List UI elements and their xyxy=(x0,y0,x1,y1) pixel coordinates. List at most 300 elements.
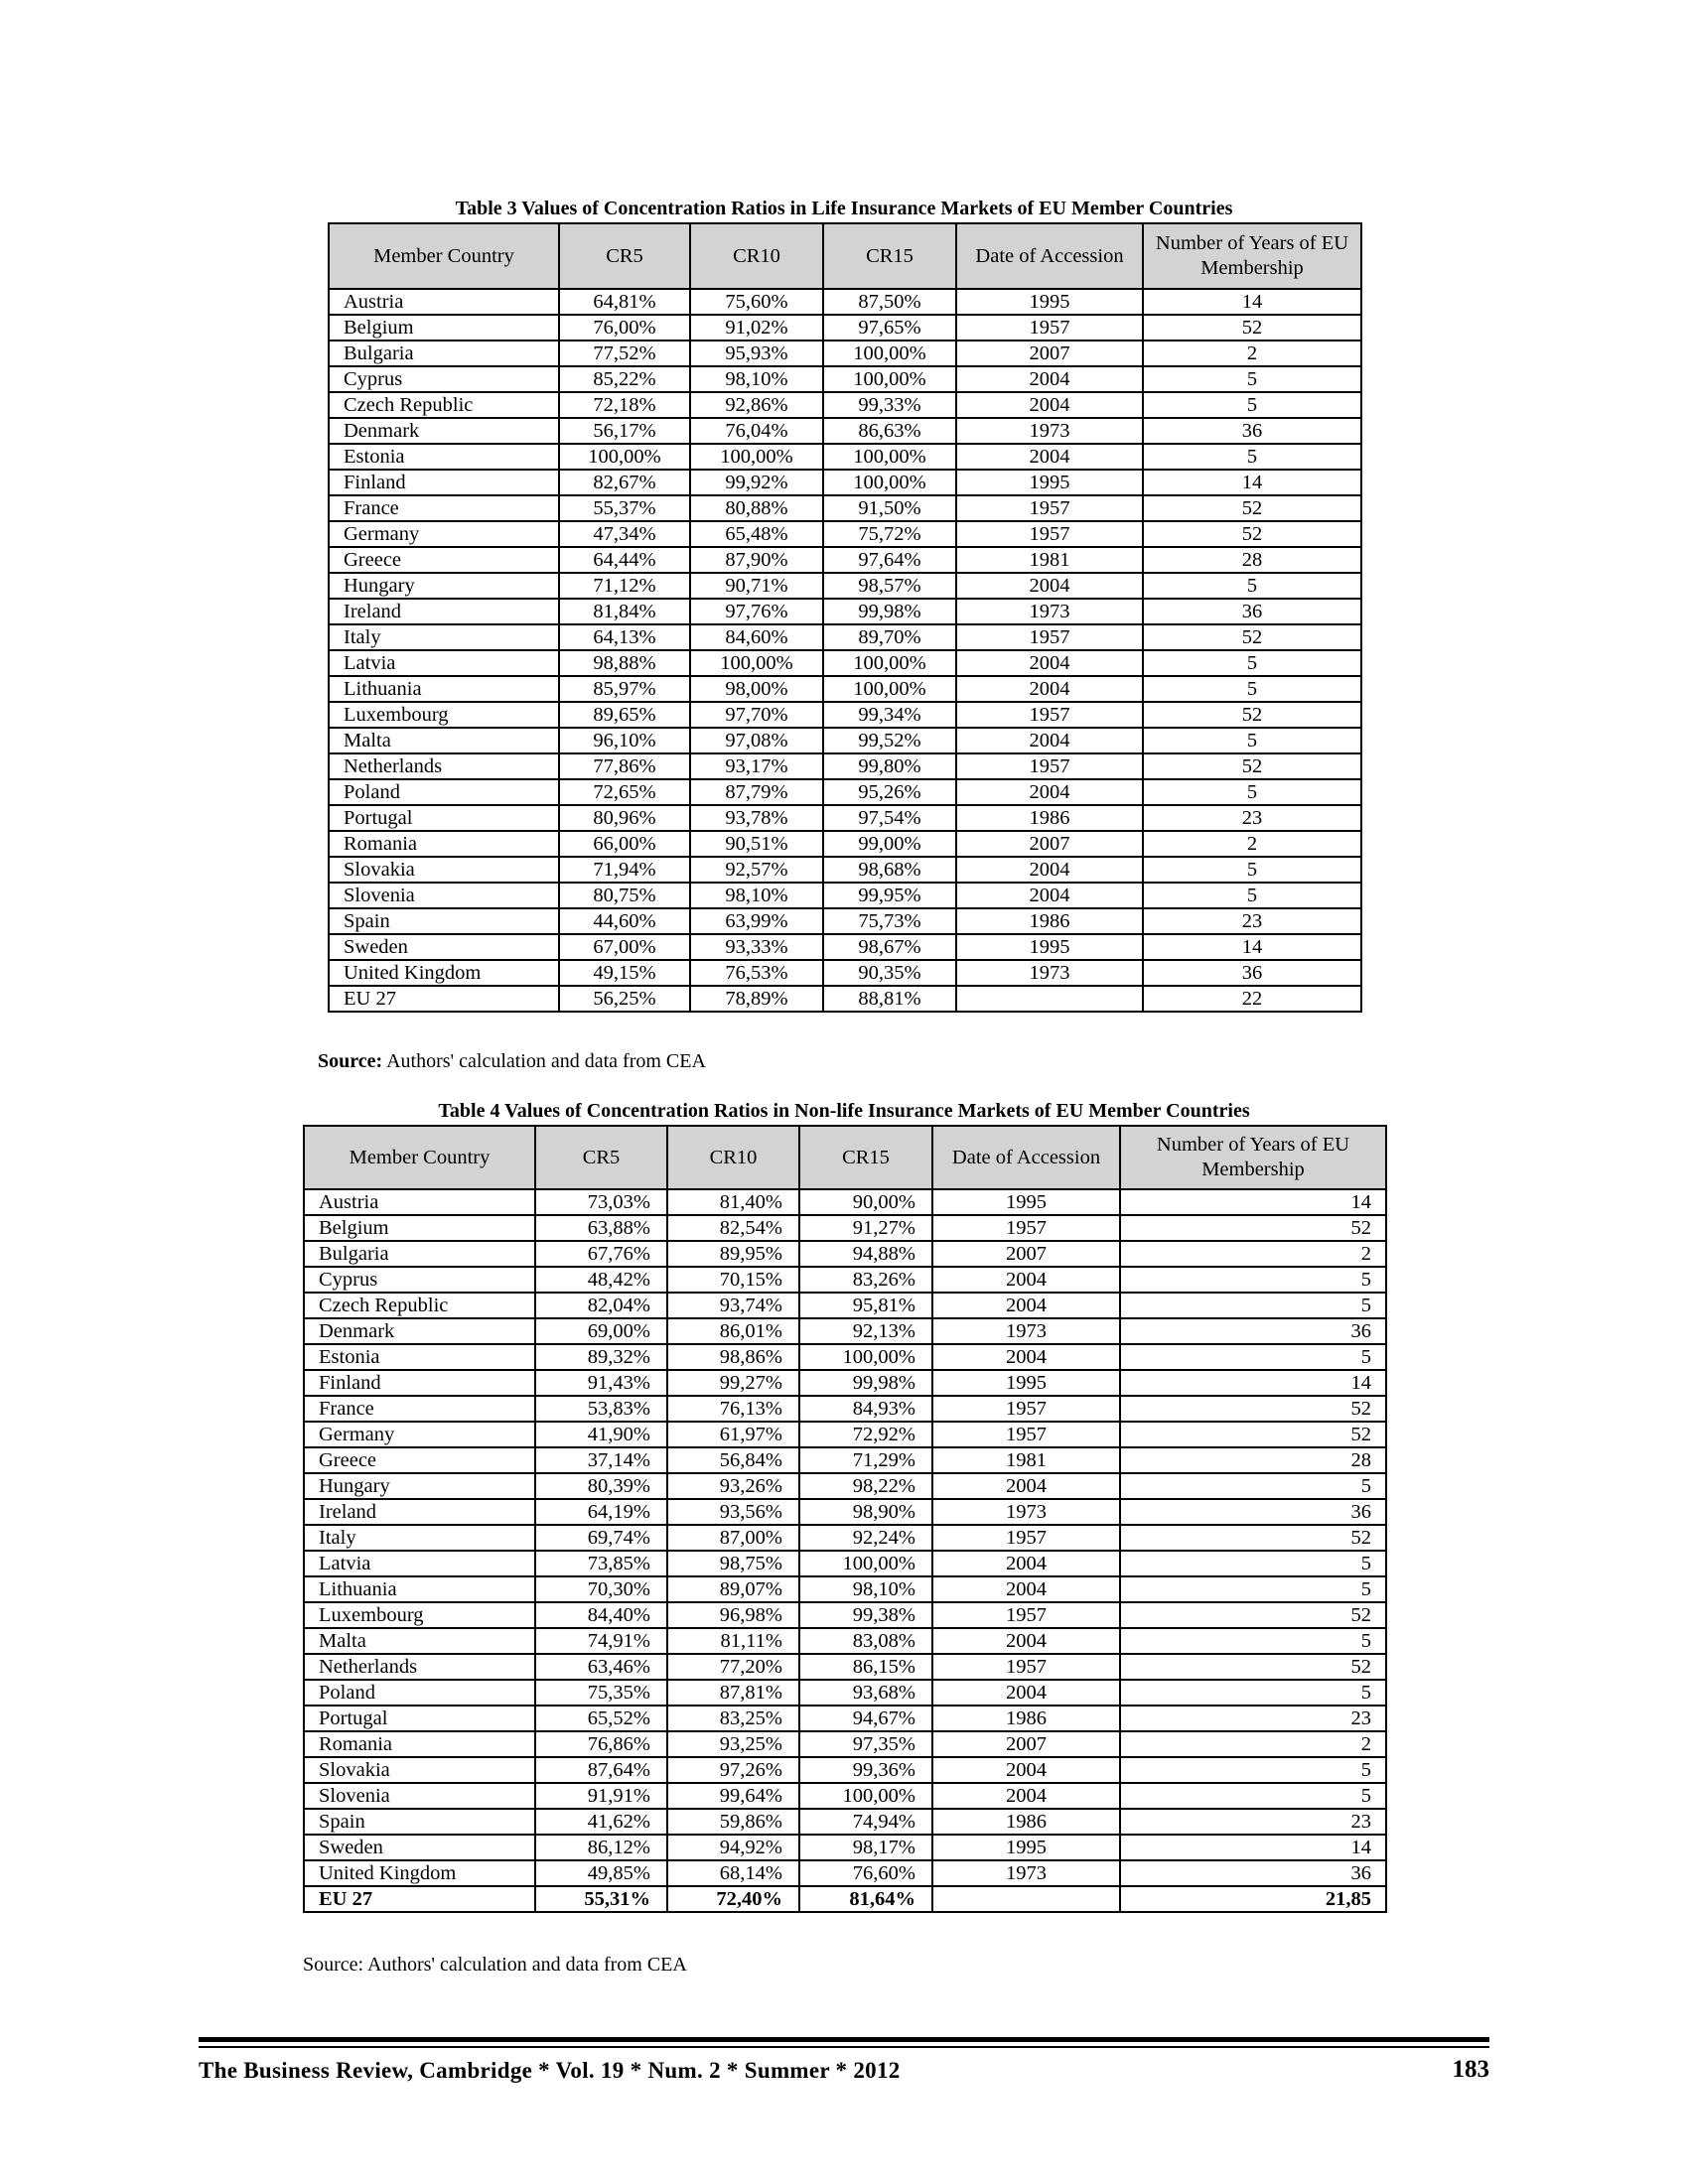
cell-years-membership: 5 xyxy=(1120,1628,1386,1654)
cell-cr10: 81,40% xyxy=(667,1189,799,1215)
cell-years-membership: 52 xyxy=(1143,495,1361,521)
cell-cr15: 90,00% xyxy=(799,1189,932,1215)
cell-cr5: 72,18% xyxy=(559,392,690,418)
table3-header-row xyxy=(329,223,1361,289)
table-row xyxy=(329,702,1361,728)
cell-cr15: 100,00% xyxy=(823,366,956,392)
table-row xyxy=(304,1396,1386,1422)
table-row xyxy=(329,599,1361,624)
cell-date-of-accession: 1957 xyxy=(932,1396,1120,1422)
cell-cr10: 98,00% xyxy=(690,676,823,702)
cell-cr5: 44,60% xyxy=(559,908,690,934)
cell-cr5: 73,85% xyxy=(535,1551,667,1576)
cell-member-country: Estonia xyxy=(329,444,559,470)
cell-cr5: 82,04% xyxy=(535,1293,667,1318)
cell-years-membership: 2 xyxy=(1120,1241,1386,1267)
cell-cr15: 99,36% xyxy=(799,1757,932,1783)
cell-member-country: Lithuania xyxy=(304,1576,535,1602)
cell-cr10: 95,93% xyxy=(690,341,823,366)
cell-years-membership: 5 xyxy=(1143,444,1361,470)
cell-cr15: 98,10% xyxy=(799,1576,932,1602)
cell-member-country: Portugal xyxy=(329,805,559,831)
cell-cr5: 86,12% xyxy=(535,1835,667,1860)
cell-cr5: 63,88% xyxy=(535,1215,667,1241)
col-header-cr15: CR15 xyxy=(823,223,956,289)
cell-member-country: Portugal xyxy=(304,1706,535,1731)
cell-member-country: France xyxy=(304,1396,535,1422)
cell-cr10: 86,01% xyxy=(667,1318,799,1344)
cell-member-country: Latvia xyxy=(329,650,559,676)
cell-member-country: Slovenia xyxy=(329,883,559,908)
cell-cr10: 93,17% xyxy=(690,753,823,779)
cell-years-membership: 36 xyxy=(1143,960,1361,986)
table-row xyxy=(304,1680,1386,1706)
cell-years-membership: 23 xyxy=(1120,1706,1386,1731)
journal-citation: The Business Review, Cambridge * Vol. 19 * Num. 2 * Summer * 2012 xyxy=(199,2058,901,2083)
table-row xyxy=(304,1783,1386,1809)
cell-member-country: Bulgaria xyxy=(329,341,559,366)
cell-member-country: Slovakia xyxy=(329,857,559,883)
cell-years-membership: 5 xyxy=(1120,1293,1386,1318)
cell-member-country: Netherlands xyxy=(304,1654,535,1680)
table4-header-row xyxy=(304,1126,1386,1189)
cell-years-membership: 52 xyxy=(1120,1654,1386,1680)
cell-date-of-accession: 1957 xyxy=(956,753,1143,779)
cell-cr10: 78,89% xyxy=(690,986,823,1012)
cell-cr10: 91,02% xyxy=(690,315,823,341)
cell-member-country: Austria xyxy=(304,1189,535,1215)
cell-cr10: 93,74% xyxy=(667,1293,799,1318)
cell-cr15: 98,17% xyxy=(799,1835,932,1860)
table3-source-label: Source: xyxy=(318,1050,383,1072)
cell-date-of-accession: 1973 xyxy=(932,1499,1120,1525)
table3-caption: Table 3 Values of Concentration Ratios in Life Insurance Markets of EU Member Countries xyxy=(455,198,1233,219)
cell-cr15: 90,35% xyxy=(823,960,956,986)
cell-date-of-accession: 1995 xyxy=(932,1370,1120,1396)
table4-source-note: Source: Authors' calculation and data from CEA xyxy=(303,1954,687,1976)
cell-member-country: Czech Republic xyxy=(304,1293,535,1318)
cell-cr15: 89,70% xyxy=(823,624,956,650)
cell-member-country: EU 27 xyxy=(329,986,559,1012)
cell-date-of-accession: 1973 xyxy=(932,1318,1120,1344)
cell-date-of-accession: 1973 xyxy=(932,1860,1120,1886)
table-row xyxy=(329,470,1361,495)
col-header-member-country: Member Country xyxy=(304,1126,535,1189)
cell-date-of-accession: 1986 xyxy=(932,1706,1120,1731)
table4 xyxy=(303,1125,1387,1913)
col-header-date-of-accession: Date of Accession xyxy=(956,223,1143,289)
cell-years-membership: 23 xyxy=(1143,805,1361,831)
cell-years-membership: 21,85 xyxy=(1120,1886,1386,1912)
cell-cr5: 80,39% xyxy=(535,1473,667,1499)
cell-cr10: 83,25% xyxy=(667,1706,799,1731)
table-row xyxy=(304,1293,1386,1318)
cell-cr10: 87,90% xyxy=(690,547,823,573)
table-row xyxy=(329,857,1361,883)
cell-member-country: Spain xyxy=(329,908,559,934)
cell-date-of-accession: 2004 xyxy=(932,1551,1120,1576)
cell-years-membership: 52 xyxy=(1143,702,1361,728)
table-row xyxy=(304,1835,1386,1860)
cell-years-membership: 5 xyxy=(1143,392,1361,418)
cell-cr5: 81,84% xyxy=(559,599,690,624)
cell-years-membership: 5 xyxy=(1143,676,1361,702)
cell-cr15: 100,00% xyxy=(823,650,956,676)
cell-date-of-accession: 2004 xyxy=(956,728,1143,753)
cell-date-of-accession: 2004 xyxy=(956,650,1143,676)
cell-years-membership: 5 xyxy=(1143,366,1361,392)
table-row xyxy=(304,1525,1386,1551)
cell-cr5: 91,43% xyxy=(535,1370,667,1396)
cell-cr15: 98,68% xyxy=(823,857,956,883)
cell-cr10: 82,54% xyxy=(667,1215,799,1241)
cell-cr15: 93,68% xyxy=(799,1680,932,1706)
cell-years-membership: 14 xyxy=(1143,470,1361,495)
cell-date-of-accession: 1995 xyxy=(956,934,1143,960)
cell-cr15: 75,73% xyxy=(823,908,956,934)
cell-cr15: 74,94% xyxy=(799,1809,932,1835)
cell-member-country: Ireland xyxy=(304,1499,535,1525)
cell-member-country: Luxembourg xyxy=(304,1602,535,1628)
footer-rule-thin xyxy=(199,2046,1489,2048)
col-header-cr5: CR5 xyxy=(535,1126,667,1189)
cell-cr5: 49,85% xyxy=(535,1860,667,1886)
cell-cr5: 64,13% xyxy=(559,624,690,650)
cell-date-of-accession: 2004 xyxy=(932,1680,1120,1706)
cell-member-country: Denmark xyxy=(304,1318,535,1344)
cell-cr5: 64,19% xyxy=(535,1499,667,1525)
col-header-years-membership: Number of Years of EU Membership xyxy=(1120,1126,1386,1189)
cell-years-membership: 52 xyxy=(1120,1215,1386,1241)
cell-cr10: 98,10% xyxy=(690,883,823,908)
cell-years-membership: 5 xyxy=(1143,728,1361,753)
cell-cr5: 76,86% xyxy=(535,1731,667,1757)
cell-years-membership: 23 xyxy=(1120,1809,1386,1835)
cell-member-country: Greece xyxy=(304,1447,535,1473)
cell-years-membership: 5 xyxy=(1143,857,1361,883)
cell-cr5: 100,00% xyxy=(559,444,690,470)
cell-date-of-accession: 1995 xyxy=(956,470,1143,495)
cell-date-of-accession: 1957 xyxy=(956,702,1143,728)
cell-member-country: Sweden xyxy=(329,934,559,960)
cell-member-country: Germany xyxy=(329,521,559,547)
table-row xyxy=(304,1447,1386,1473)
cell-member-country: Slovenia xyxy=(304,1783,535,1809)
cell-years-membership: 28 xyxy=(1120,1447,1386,1473)
cell-years-membership: 52 xyxy=(1143,521,1361,547)
table-row xyxy=(329,495,1361,521)
cell-cr5: 55,31% xyxy=(535,1886,667,1912)
cell-cr15: 97,54% xyxy=(823,805,956,831)
cell-cr10: 97,76% xyxy=(690,599,823,624)
cell-cr15: 98,67% xyxy=(823,934,956,960)
table-row xyxy=(329,444,1361,470)
table-row xyxy=(329,779,1361,805)
cell-date-of-accession: 2004 xyxy=(932,1783,1120,1809)
cell-cr15: 92,13% xyxy=(799,1318,932,1344)
cell-years-membership: 5 xyxy=(1143,650,1361,676)
cell-cr5: 69,74% xyxy=(535,1525,667,1551)
cell-years-membership: 5 xyxy=(1120,1783,1386,1809)
table-row xyxy=(304,1886,1386,1912)
cell-date-of-accession: 1986 xyxy=(956,908,1143,934)
cell-cr5: 74,91% xyxy=(535,1628,667,1654)
cell-cr10: 96,98% xyxy=(667,1602,799,1628)
cell-cr5: 66,00% xyxy=(559,831,690,857)
table-row xyxy=(329,676,1361,702)
cell-cr5: 69,00% xyxy=(535,1318,667,1344)
cell-years-membership: 2 xyxy=(1143,341,1361,366)
table-row xyxy=(329,805,1361,831)
cell-cr10: 80,88% xyxy=(690,495,823,521)
cell-years-membership: 14 xyxy=(1143,289,1361,315)
col-header-cr15: CR15 xyxy=(799,1126,932,1189)
cell-years-membership: 22 xyxy=(1143,986,1361,1012)
cell-cr15: 94,88% xyxy=(799,1241,932,1267)
cell-cr5: 80,75% xyxy=(559,883,690,908)
table-row xyxy=(329,908,1361,934)
cell-cr10: 72,40% xyxy=(667,1886,799,1912)
cell-cr15: 81,64% xyxy=(799,1886,932,1912)
cell-cr10: 89,95% xyxy=(667,1241,799,1267)
table-row xyxy=(329,883,1361,908)
table-row xyxy=(304,1654,1386,1680)
cell-cr10: 93,78% xyxy=(690,805,823,831)
cell-cr15: 92,24% xyxy=(799,1525,932,1551)
table-row xyxy=(304,1602,1386,1628)
cell-years-membership: 5 xyxy=(1143,779,1361,805)
cell-cr10: 56,84% xyxy=(667,1447,799,1473)
cell-cr5: 76,00% xyxy=(559,315,690,341)
cell-cr5: 41,90% xyxy=(535,1422,667,1447)
cell-cr15: 97,35% xyxy=(799,1731,932,1757)
cell-cr5: 85,97% xyxy=(559,676,690,702)
cell-date-of-accession: 2004 xyxy=(956,857,1143,883)
table-row xyxy=(329,624,1361,650)
cell-cr15: 99,98% xyxy=(799,1370,932,1396)
table-row xyxy=(304,1241,1386,1267)
cell-cr10: 97,70% xyxy=(690,702,823,728)
cell-cr5: 53,83% xyxy=(535,1396,667,1422)
cell-years-membership: 2 xyxy=(1120,1731,1386,1757)
table-row xyxy=(329,341,1361,366)
cell-date-of-accession: 1957 xyxy=(956,315,1143,341)
table-row xyxy=(329,392,1361,418)
cell-date-of-accession: 2004 xyxy=(956,779,1143,805)
cell-years-membership: 36 xyxy=(1143,599,1361,624)
cell-cr15: 99,00% xyxy=(823,831,956,857)
cell-member-country: Czech Republic xyxy=(329,392,559,418)
cell-cr10: 97,08% xyxy=(690,728,823,753)
cell-member-country: Ireland xyxy=(329,599,559,624)
cell-years-membership: 36 xyxy=(1143,418,1361,444)
cell-date-of-accession: 1973 xyxy=(956,599,1143,624)
cell-cr15: 94,67% xyxy=(799,1706,932,1731)
cell-cr5: 96,10% xyxy=(559,728,690,753)
cell-cr5: 37,14% xyxy=(535,1447,667,1473)
cell-member-country: Sweden xyxy=(304,1835,535,1860)
table-row xyxy=(304,1370,1386,1396)
cell-date-of-accession: 1986 xyxy=(932,1809,1120,1835)
cell-date-of-accession: 2004 xyxy=(932,1344,1120,1370)
cell-member-country: Cyprus xyxy=(304,1267,535,1293)
cell-member-country: Poland xyxy=(329,779,559,805)
cell-cr5: 41,62% xyxy=(535,1809,667,1835)
cell-cr5: 49,15% xyxy=(559,960,690,986)
cell-years-membership: 23 xyxy=(1143,908,1361,934)
cell-years-membership: 36 xyxy=(1120,1318,1386,1344)
cell-cr5: 63,46% xyxy=(535,1654,667,1680)
cell-cr10: 98,10% xyxy=(690,366,823,392)
cell-years-membership: 52 xyxy=(1120,1396,1386,1422)
cell-years-membership: 52 xyxy=(1143,624,1361,650)
cell-cr5: 64,44% xyxy=(559,547,690,573)
table-row xyxy=(329,986,1361,1012)
cell-cr10: 98,86% xyxy=(667,1344,799,1370)
cell-date-of-accession: 1973 xyxy=(956,960,1143,986)
cell-member-country: Greece xyxy=(329,547,559,573)
table-row xyxy=(304,1318,1386,1344)
cell-date-of-accession: 2007 xyxy=(932,1241,1120,1267)
cell-cr10: 59,86% xyxy=(667,1809,799,1835)
cell-cr5: 71,94% xyxy=(559,857,690,883)
cell-member-country: Belgium xyxy=(329,315,559,341)
cell-cr5: 55,37% xyxy=(559,495,690,521)
cell-member-country: Hungary xyxy=(304,1473,535,1499)
cell-member-country: Slovakia xyxy=(304,1757,535,1783)
cell-cr5: 65,52% xyxy=(535,1706,667,1731)
table-row xyxy=(304,1551,1386,1576)
table3-source-text: Authors' calculation and data from CEA xyxy=(382,1050,706,1072)
cell-cr10: 84,60% xyxy=(690,624,823,650)
table-row xyxy=(329,753,1361,779)
cell-member-country: EU 27 xyxy=(304,1886,535,1912)
cell-cr15: 84,93% xyxy=(799,1396,932,1422)
cell-member-country: Bulgaria xyxy=(304,1241,535,1267)
cell-cr15: 100,00% xyxy=(799,1344,932,1370)
cell-cr10: 100,00% xyxy=(690,444,823,470)
cell-years-membership: 5 xyxy=(1143,883,1361,908)
cell-cr5: 87,64% xyxy=(535,1757,667,1783)
cell-cr10: 93,26% xyxy=(667,1473,799,1499)
cell-cr15: 100,00% xyxy=(799,1783,932,1809)
cell-member-country: Malta xyxy=(329,728,559,753)
cell-date-of-accession: 2007 xyxy=(956,831,1143,857)
cell-cr15: 88,81% xyxy=(823,986,956,1012)
cell-cr15: 100,00% xyxy=(799,1551,932,1576)
cell-cr15: 100,00% xyxy=(823,676,956,702)
cell-cr5: 89,65% xyxy=(559,702,690,728)
cell-member-country: Malta xyxy=(304,1628,535,1654)
cell-cr10: 99,64% xyxy=(667,1783,799,1809)
table-row xyxy=(329,547,1361,573)
cell-cr5: 77,52% xyxy=(559,341,690,366)
cell-cr10: 76,53% xyxy=(690,960,823,986)
table4-caption: Table 4 Values of Concentration Ratios in Non-life Insurance Markets of EU Member Countries xyxy=(438,1100,1250,1122)
cell-date-of-accession: 2004 xyxy=(932,1576,1120,1602)
cell-date-of-accession: 2004 xyxy=(956,883,1143,908)
cell-cr15: 83,26% xyxy=(799,1267,932,1293)
table-row xyxy=(304,1267,1386,1293)
cell-cr15: 99,34% xyxy=(823,702,956,728)
cell-date-of-accession: 2004 xyxy=(932,1293,1120,1318)
table3-source-note xyxy=(318,1050,706,1073)
cell-cr15: 97,64% xyxy=(823,547,956,573)
table-row xyxy=(304,1215,1386,1241)
cell-cr15: 98,57% xyxy=(823,573,956,599)
cell-years-membership: 52 xyxy=(1120,1422,1386,1447)
cell-cr5: 48,42% xyxy=(535,1267,667,1293)
table-row xyxy=(304,1189,1386,1215)
cell-cr5: 85,22% xyxy=(559,366,690,392)
cell-cr10: 87,79% xyxy=(690,779,823,805)
cell-cr5: 64,81% xyxy=(559,289,690,315)
cell-cr10: 97,26% xyxy=(667,1757,799,1783)
cell-date-of-accession: 2004 xyxy=(956,444,1143,470)
cell-cr5: 98,88% xyxy=(559,650,690,676)
cell-cr10: 65,48% xyxy=(690,521,823,547)
cell-years-membership: 5 xyxy=(1120,1344,1386,1370)
cell-date-of-accession: 2004 xyxy=(932,1757,1120,1783)
table-row xyxy=(304,1473,1386,1499)
cell-date-of-accession: 1957 xyxy=(956,521,1143,547)
cell-cr15: 99,52% xyxy=(823,728,956,753)
cell-date-of-accession: 1995 xyxy=(956,289,1143,315)
cell-date-of-accession xyxy=(932,1886,1120,1912)
cell-cr10: 87,00% xyxy=(667,1525,799,1551)
cell-cr10: 68,14% xyxy=(667,1860,799,1886)
cell-years-membership: 14 xyxy=(1120,1189,1386,1215)
cell-years-membership: 36 xyxy=(1120,1499,1386,1525)
cell-cr5: 72,65% xyxy=(559,779,690,805)
cell-member-country: Romania xyxy=(329,831,559,857)
cell-cr10: 90,71% xyxy=(690,573,823,599)
cell-date-of-accession: 2004 xyxy=(932,1628,1120,1654)
cell-cr5: 56,17% xyxy=(559,418,690,444)
cell-cr10: 90,51% xyxy=(690,831,823,857)
cell-date-of-accession: 1957 xyxy=(932,1215,1120,1241)
col-header-member-country: Member Country xyxy=(329,223,559,289)
cell-cr15: 99,33% xyxy=(823,392,956,418)
cell-cr10: 99,92% xyxy=(690,470,823,495)
cell-cr5: 70,30% xyxy=(535,1576,667,1602)
cell-cr5: 84,40% xyxy=(535,1602,667,1628)
table-row xyxy=(304,1860,1386,1886)
cell-cr15: 100,00% xyxy=(823,341,956,366)
cell-date-of-accession: 2007 xyxy=(932,1731,1120,1757)
cell-cr15: 99,80% xyxy=(823,753,956,779)
cell-cr15: 97,65% xyxy=(823,315,956,341)
cell-cr10: 92,86% xyxy=(690,392,823,418)
cell-cr5: 77,86% xyxy=(559,753,690,779)
cell-date-of-accession: 1957 xyxy=(956,624,1143,650)
cell-member-country: Poland xyxy=(304,1680,535,1706)
table-row xyxy=(304,1344,1386,1370)
table-row xyxy=(304,1499,1386,1525)
cell-date-of-accession: 1957 xyxy=(932,1602,1120,1628)
cell-member-country: Finland xyxy=(304,1370,535,1396)
cell-cr10: 81,11% xyxy=(667,1628,799,1654)
cell-cr10: 94,92% xyxy=(667,1835,799,1860)
cell-years-membership: 52 xyxy=(1120,1602,1386,1628)
cell-member-country: Denmark xyxy=(329,418,559,444)
cell-member-country: Italy xyxy=(329,624,559,650)
cell-date-of-accession: 2004 xyxy=(956,366,1143,392)
cell-cr15: 86,63% xyxy=(823,418,956,444)
cell-member-country: Netherlands xyxy=(329,753,559,779)
table3 xyxy=(328,222,1362,1013)
cell-cr10: 76,04% xyxy=(690,418,823,444)
